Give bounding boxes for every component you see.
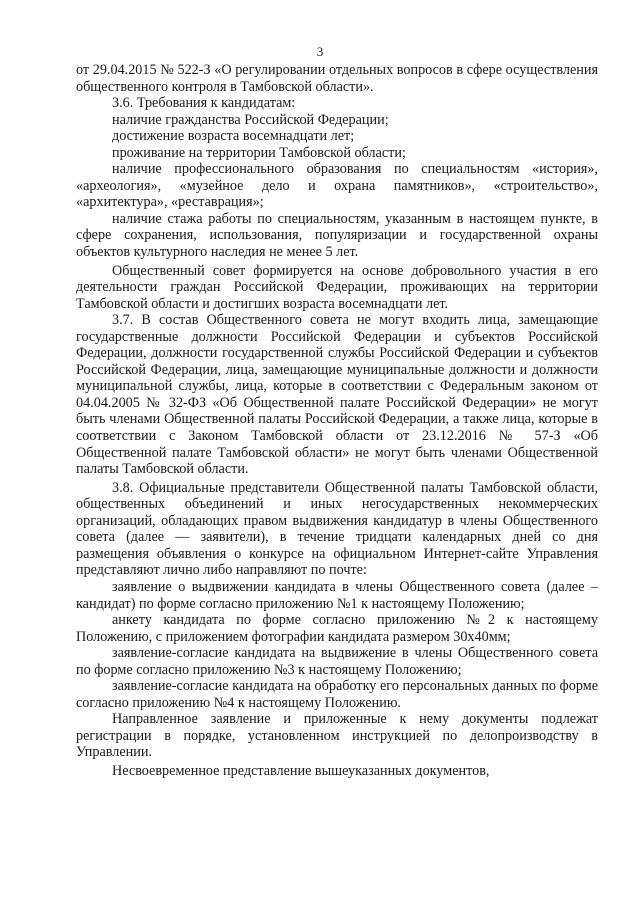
paragraph-3-8-submission: 3.8. Официальные представители Общественной палаты Тамбовской области, общественных объединений и иных негосударственных некоммерческих организаций, обладающих правом выдвижения кандидатур в члены Общественного совета (далее — заявители), в течение тридцати календарных дней со дня размещения объявления о конкурсе на официальном Интернет-сайте Управления представляют лично либо направляют по почте: — [76, 479, 598, 579]
paragraph-3-7-restrictions: 3.7. В состав Общественного совета не могут входить лица, замещающие государственные должности Российской Федерации и субъектов Российской Федерации, должности государственной службы Российской Федерации и субъектов Российской Федерации, лица, замещающие муниципальные должности и должности муниципальной службы, лица, которые в соответствии с Федеральным законом от 04.04.2005 № 32-ФЗ «Об Общественной палате Российской Федерации» не могут быть членами Общественной палаты Российской Федерации, а также лица, которые в соответствии с Законом Тамбовской области от 23.12.2016 № 57-З «Об Общественной палате Тамбовской области» не могут быть членами Общественной палаты Тамбовской области. — [76, 312, 598, 478]
page-number: 3 — [316, 44, 324, 59]
document-body — [76, 62, 598, 780]
document-nomination-statement: заявление о выдвижении кандидата в члены Общественного совета (далее – кандидат) по форме согласно приложению №1 к настоящему Положению; — [76, 578, 598, 612]
requirement-age: достижение возраста восемнадцати лет; — [112, 128, 355, 145]
paragraph-law-reference-continuation: от 29.04.2015 № 522-З «О регулировании отдельных вопросов в сфере осуществления общественного контроля в Тамбовской области». — [76, 62, 598, 95]
document-candidate-questionnaire: анкету кандидата по форме согласно приложению №2 к настоящему Положению, с приложением фотографии кандидата размером 30х40мм; — [76, 612, 598, 645]
paragraph-3-6-heading: 3.6. Требования к кандидатам: — [112, 95, 296, 112]
requirement-residence: проживание на территории Тамбовской области; — [112, 144, 406, 161]
paragraph-registration: Направленное заявление и приложенные к нему документы подлежат регистрации в порядке, установленном инструкцией по делопроизводству в Управлении. — [76, 711, 598, 761]
requirement-citizenship: наличие гражданства Российской Федерации; — [112, 111, 389, 128]
paragraph-council-formation: Общественный совет формируется на основе добровольного участия в его деятельности граждан Российской Федерации, проживающих на территории Тамбовской области и достигших возраста восемнадцати лет. — [76, 262, 598, 312]
document-data-processing-consent: заявление-согласие кандидата на обработку его персональных данных по форме согласно приложению №4 к настоящему Положению. — [76, 678, 598, 711]
document-nomination-consent: заявление-согласие кандидата на выдвижение в члены Общественного совета по форме согласно приложению №3 к настоящему Положению; — [76, 645, 598, 678]
paragraph-late-submission: Несвоевременное представление вышеуказанных документов, — [112, 762, 490, 779]
requirement-experience: наличие стажа работы по специальностям, указанным в настоящем пункте, в сфере сохранения, использования, популяризации и государственной охраны объектов культурного наследия не менее 5 лет. — [76, 210, 598, 261]
requirement-education: наличие профессионального образования по специальностям «история», «археология», «музейное дело и охрана памятников», «строительство», «архитектура», «реставрация»; — [76, 161, 598, 211]
